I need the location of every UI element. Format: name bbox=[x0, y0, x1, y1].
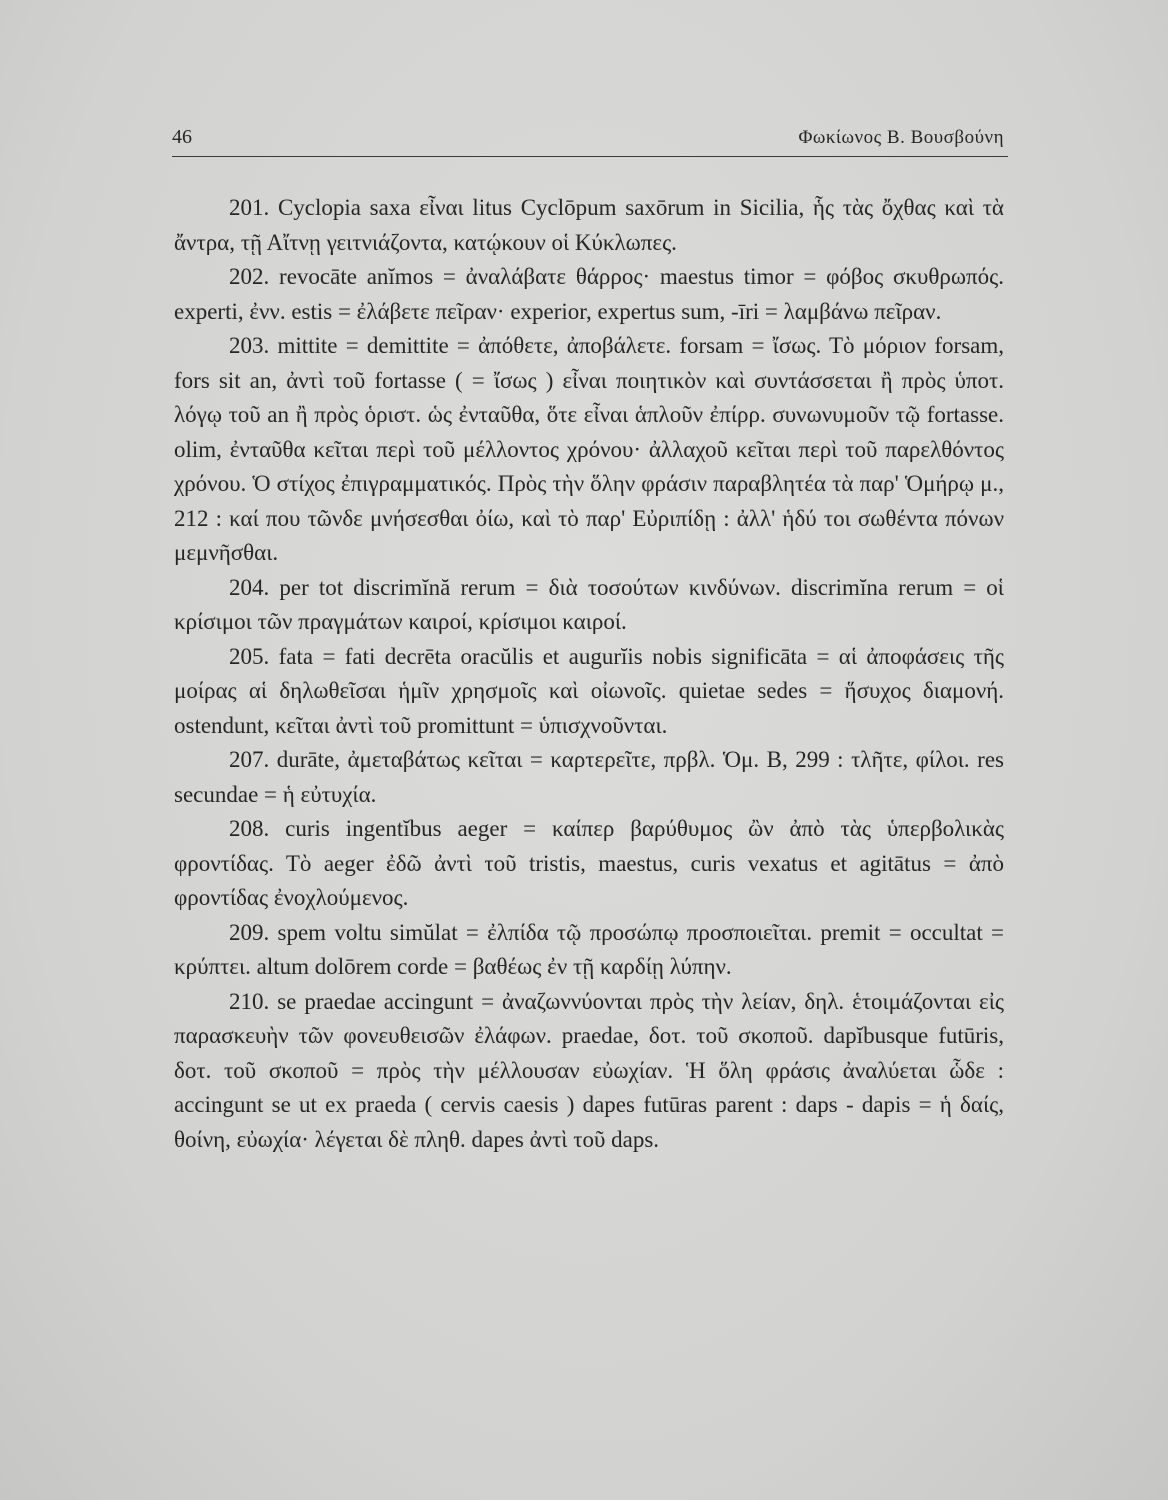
note-204: 204. per tot discrimĭnă rerum = διὰ τοσούτων κινδύνων. discrimĭna rerum = οἱ κρίσιμοι τῶν πραγμάτων καιροί, κρίσιμοι καιροί. bbox=[174, 574, 1004, 634]
page-number: 46 bbox=[172, 126, 192, 148]
note-201: 201. Cyclopia saxa εἶναι litus Cyclōpum saxōrum in Sicilia, ἧς τὰς ὄχθας καὶ τὰ ἄντρα, τῇ Αἴτνῃ γειτνιάζοντα, κατῴκουν οἱ Κύκλωπες. bbox=[174, 195, 1004, 255]
note-203: 203. mittite = demittite = ἀπόθετε, ἀποβάλετε. forsam = ἴσως. Τὸ μόριον forsam, fors sit an, ἀντὶ τοῦ fortasse ( = ἴσως ) εἶναι ποιητικὸν καὶ συντάσσεται ἢ πρὸς ὑποτ. λόγῳ τοῦ an ἢ πρὸς ὁριστ. ὡς ἐνταῦθα, ὅτε εἶναι ἁπλοῦν ἐπίρρ. συνωνυμοῦν τῷ fortasse. olim, ἐνταῦθα κεῖται περὶ τοῦ μέλλοντος χρόνου· ἀλλαχοῦ κεῖται περὶ τοῦ παρελθόντος χρόνου. Ὁ στίχος ἐπιγραμματικός. Πρὸς τὴν ὅλην φράσιν παραβλητέα τὰ παρ' Ὁμήρῳ μ., 212 : καί που τῶνδε μνήσεσθαι ὀίω, καὶ τὸ παρ' Εὐριπίδῃ : ἀλλ' ἡδύ τοι σωθέντα πόνων μεμνῆσθαι. bbox=[174, 333, 1004, 565]
header-rule bbox=[172, 156, 1008, 157]
note-205: 205. fata = fati decrēta oracŭlis et augurĭis nobis significāta = αἱ ἀποφάσεις τῆς μοίρας αἱ δηλωθεῖσαι ἡμῖν χρησμοῖς καὶ οἰωνοῖς. quietae sedes = ἥσυχος διαμονή. ostendunt, κεῖται ἀντὶ τοῦ promittunt = ὑπισχνοῦνται. bbox=[174, 643, 1004, 738]
running-title: Φωκίωνος Β. Βουσβούνη bbox=[798, 127, 1004, 148]
note-210: 210. se praedae accingunt = ἀναζωννύονται πρὸς τὴν λείαν, δηλ. ἑτοιμάζονται εἰς παρασκευὴν τῶν φονευθεισῶν ἐλάφων. praedae, δοτ. τοῦ σκοποῦ. dapĭbusque futūris, δοτ. τοῦ σκοποῦ = πρὸς τὴν μέλλουσαν εὐωχίαν. Ἡ ὅλη φράσις ἀναλύεται ὧδε : accingunt se ut ex praeda ( cervis caesis ) dapes futūras parent : daps - dapis = ἡ δαίς, θοίνη, εὐωχία· λέγεται δὲ πληθ. dapes ἀντὶ τοῦ daps. bbox=[174, 988, 1004, 1152]
page-header bbox=[172, 126, 1004, 149]
note-209: 209. spem voltu simŭlat = ἐλπίδα τῷ προσώπῳ προσποιεῖται. premit = occultat = κρύπτει. altum dolōrem corde = βαθέως ἐν τῇ καρδίῃ λύπην. bbox=[174, 919, 1004, 979]
note-202: 202. revocāte anĭmos = ἀναλάβατε θάρρος· maestus timor = φόβος σκυθρωπός. experti, ἐνν. estis = ἐλάβετε πεῖραν· experior, expertus sum, -īri = λαμβάνω πεῖραν. bbox=[174, 264, 1004, 324]
note-208: 208. curis ingentĭbus aeger = καίπερ βαρύθυμος ὢν ἀπὸ τὰς ὑπερβολικὰς φροντίδας. Τὸ aeger ἐδῶ ἀντὶ τοῦ tristis, maestus, curis vexatus et agitātus = ἀπὸ φροντίδας ἐνοχλούμενος. bbox=[174, 816, 1004, 910]
commentary-body bbox=[174, 191, 1004, 1157]
note-207: 207. durāte, ἀμεταβάτως κεῖται = καρτερεῖτε, πρβλ. Ὁμ. Β, 299 : τλῆτε, φίλοι. res secundae = ἡ εὐτυχία. bbox=[174, 747, 1004, 807]
